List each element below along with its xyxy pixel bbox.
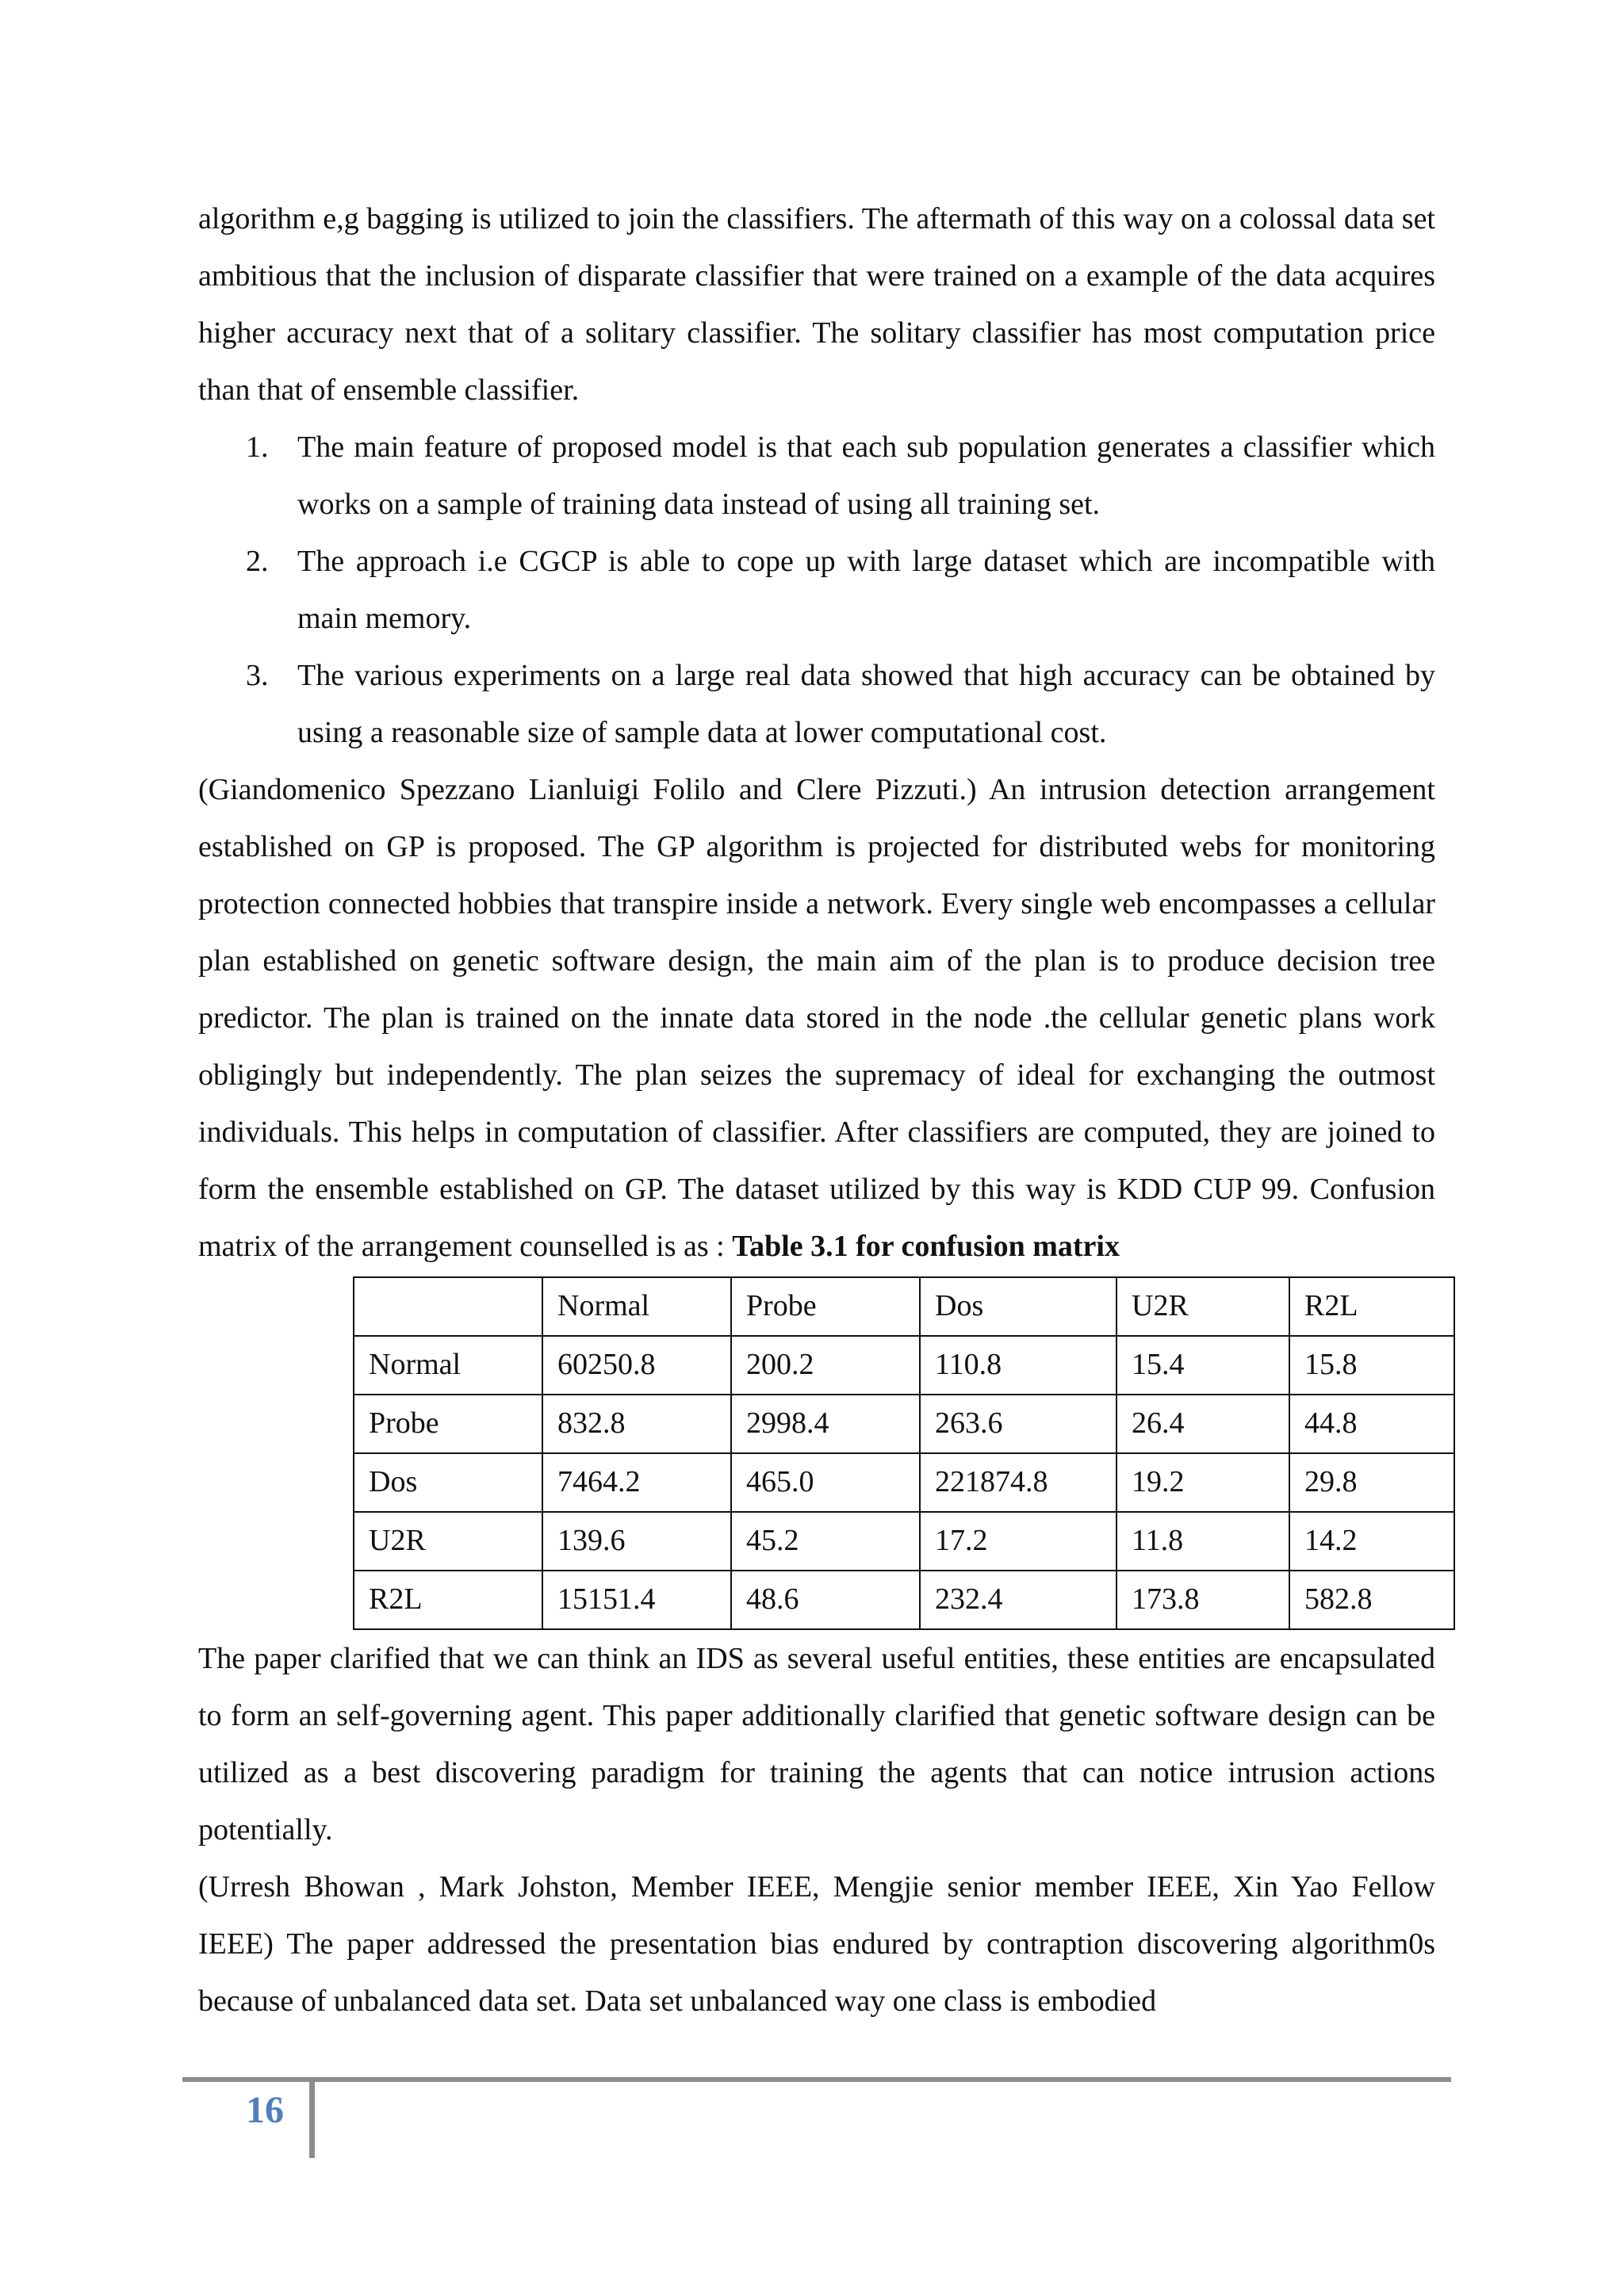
- confusion-matrix-table: [353, 1276, 1455, 1630]
- table-cell: 19.2: [1116, 1453, 1289, 1512]
- page-number: 16: [246, 2089, 284, 2131]
- table-cell: 263.6: [920, 1395, 1116, 1453]
- table-cell: 200.2: [731, 1336, 920, 1395]
- page-body: [198, 190, 1435, 2030]
- list-number: 1.: [246, 430, 269, 464]
- row-label-cell: Dos: [354, 1453, 542, 1512]
- header-cell: [354, 1277, 542, 1336]
- footer-divider: [309, 2082, 315, 2158]
- table-cell: 110.8: [920, 1336, 1116, 1395]
- feature-list: [198, 419, 1435, 761]
- table-cell: 15.4: [1116, 1336, 1289, 1395]
- header-cell: R2L: [1289, 1277, 1454, 1336]
- intro-paragraph: algorithm e,g bagging is utilized to join the classifiers. The aftermath of this way on a colossal data set ambitious that the inclusion of disparate classifier that were trained on a example of the data acquires higher accuracy next that of a solitary classifier. The solitary classifier has most computation price than that of ensemble classifier.: [198, 202, 1435, 407]
- table-cell: 15.8: [1289, 1336, 1454, 1395]
- table-cell: 832.8: [542, 1395, 731, 1453]
- table-row: [354, 1453, 1454, 1512]
- table-caption: Table 3.1 for confusion matrix: [732, 1230, 1120, 1263]
- table-cell: 11.8: [1116, 1512, 1289, 1571]
- after-table-paragraph: The paper clarified that we can think an IDS as several useful entities, these entities are encapsulated to form an self-governing agent. This paper additionally clarified that genetic software design can be utilized as a best discovering paradigm for training the agents that can notice intrusion actions potentially.: [198, 1642, 1435, 1846]
- header-cell: U2R: [1116, 1277, 1289, 1336]
- row-label-cell: Normal: [354, 1336, 542, 1395]
- list-number: 3.: [246, 659, 269, 692]
- table-cell: 465.0: [731, 1453, 920, 1512]
- table-cell: 29.8: [1289, 1453, 1454, 1512]
- list-text: The approach i.e CGCP is able to cope up with large dataset which are incompatible with main memory.: [297, 545, 1435, 635]
- table-cell: 7464.2: [542, 1453, 731, 1512]
- list-item: [198, 419, 1435, 533]
- header-cell: Normal: [542, 1277, 731, 1336]
- header-cell: Dos: [920, 1277, 1116, 1336]
- table-cell: 582.8: [1289, 1571, 1454, 1629]
- table-cell: 14.2: [1289, 1512, 1454, 1571]
- table-row: [354, 1512, 1454, 1571]
- header-cell: Probe: [731, 1277, 920, 1336]
- footer-rule: [182, 2077, 1451, 2082]
- table-row: [354, 1571, 1454, 1629]
- table-cell: 173.8: [1116, 1571, 1289, 1629]
- table-cell: 26.4: [1116, 1395, 1289, 1453]
- table-cell: 60250.8: [542, 1336, 731, 1395]
- list-item: [198, 647, 1435, 761]
- table-cell: 17.2: [920, 1512, 1116, 1571]
- table-cell: 2998.4: [731, 1395, 920, 1453]
- table-cell: 221874.8: [920, 1453, 1116, 1512]
- table-row: [354, 1395, 1454, 1453]
- table-cell: 232.4: [920, 1571, 1116, 1629]
- list-item: [198, 533, 1435, 647]
- bhowan-paragraph: (Urresh Bhowan , Mark Johston, Member IEEE, Mengjie senior member IEEE, Xin Yao Fellow IEEE) The paper addressed the presentation bias endured by contraption discovering algorithm0s because of unbalanced data set. Data set unbalanced way one class is embodied: [198, 1870, 1435, 2018]
- spezzano-paragraph: [198, 761, 1435, 1275]
- list-text: The main feature of proposed model is that each sub population generates a classifier which works on a sample of training data instead of using all training set.: [297, 430, 1435, 521]
- list-number: 2.: [246, 545, 269, 578]
- spezzano-text: (Giandomenico Spezzano Lianluigi Folilo and Clere Pizzuti.) An intrusion detection arrangement established on GP is proposed. The GP algorithm is projected for distributed webs for monitoring protection connected hobbies that transpire inside a network. Every single web encompasses a cellular plan established on genetic software design, the main aim of the plan is to produce decision tree predictor. The plan is trained on the innate data stored in the node .the cellular genetic plans work obligingly but independently. The plan seizes the supremacy of ideal for exchanging the outmost individuals. This helps in computation of classifier. After classifiers are computed, they are joined to form the ensemble established on GP. The dataset utilized by this way is KDD CUP 99. Confusion matrix of the arrangement counselled is as :: [198, 773, 1435, 1263]
- row-label-cell: Probe: [354, 1395, 542, 1453]
- table-cell: 139.6: [542, 1512, 731, 1571]
- row-label-cell: R2L: [354, 1571, 542, 1629]
- table-cell: 48.6: [731, 1571, 920, 1629]
- list-text: The various experiments on a large real data showed that high accuracy can be obtained by using a reasonable size of sample data at lower computational cost.: [297, 659, 1435, 749]
- row-label-cell: U2R: [354, 1512, 542, 1571]
- table-row: [354, 1336, 1454, 1395]
- table-cell: 44.8: [1289, 1395, 1454, 1453]
- table-cell: 45.2: [731, 1512, 920, 1571]
- table-cell: 15151.4: [542, 1571, 731, 1629]
- table-header-row: [354, 1277, 1454, 1336]
